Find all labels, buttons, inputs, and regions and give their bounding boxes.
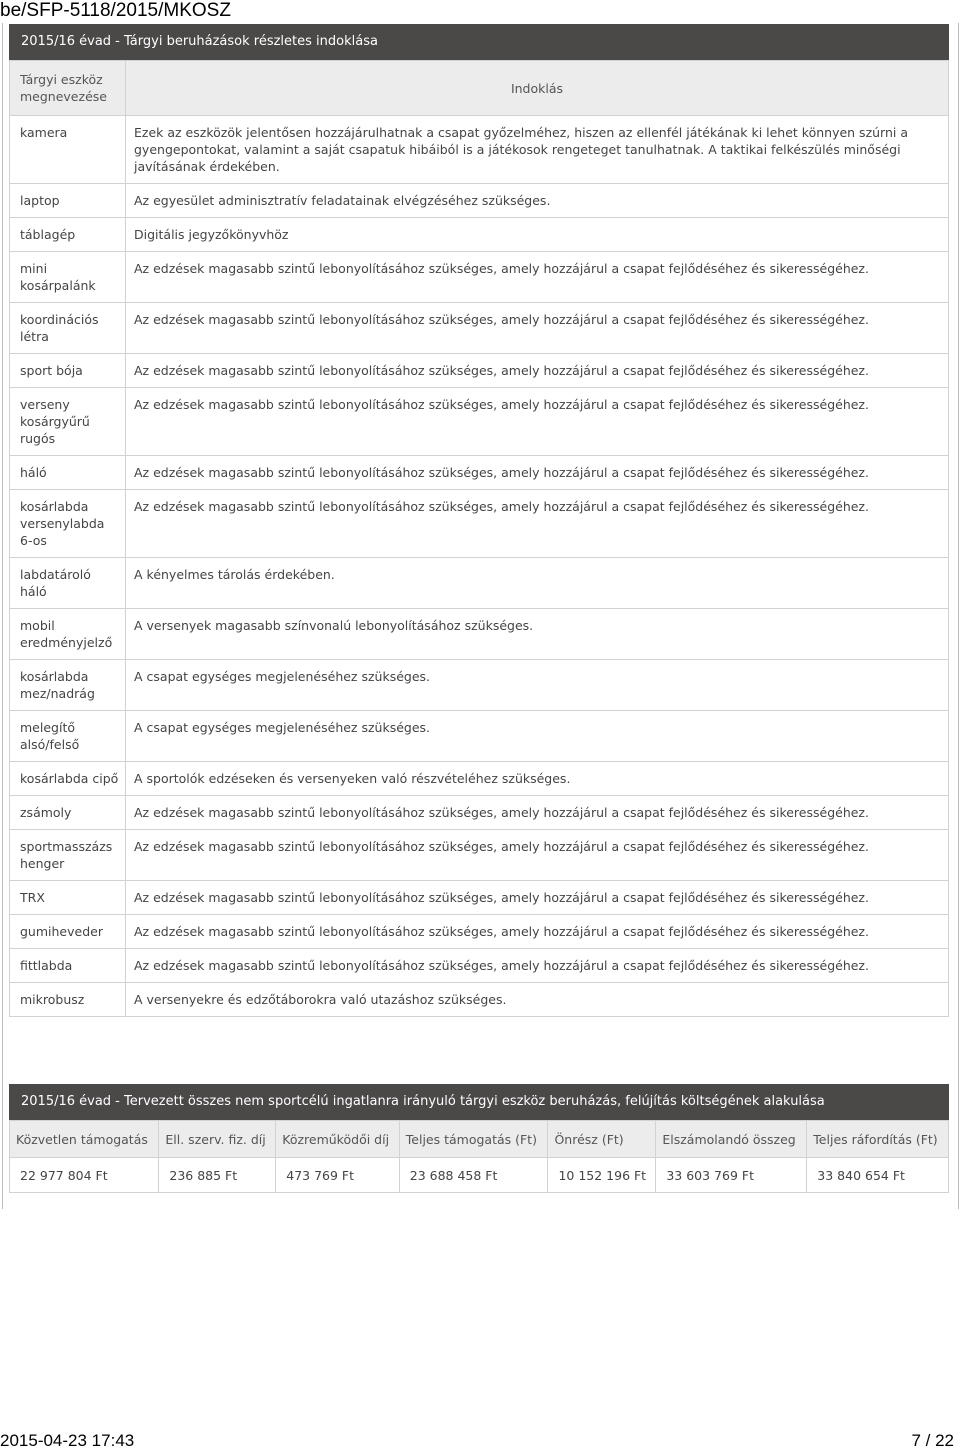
table-row — [10, 949, 949, 983]
section-title: 2015/16 évad - Tervezett összes nem sportcélú ingatlanra irányuló tárgyi eszköz beruházás, felújítás költségének alakulása — [9, 1084, 949, 1120]
value-intermediary-fee: 473 769 Ft — [276, 1158, 400, 1193]
cost-summary-table — [9, 1120, 949, 1193]
column-header-control-fee: Ell. szerv. fiz. díj — [159, 1121, 276, 1158]
asset-justification: A versenyek magasabb színvonalú lebonyolításához szükséges. — [126, 609, 949, 660]
justification-table — [9, 60, 949, 1017]
asset-name: gumiheveder — [10, 915, 126, 949]
value-own-contribution: 10 152 196 Ft — [548, 1158, 656, 1193]
asset-name: mikrobusz — [10, 983, 126, 1017]
table-header-row — [10, 1121, 949, 1158]
column-header-total-support: Teljes támogatás (Ft) — [399, 1121, 548, 1158]
asset-name: labdatároló háló — [10, 558, 126, 609]
asset-name: verseny kosárgyűrű rugós — [10, 388, 126, 456]
table-row — [10, 915, 949, 949]
table-row — [10, 388, 949, 456]
page-number: 7 / 22 — [911, 1431, 954, 1450]
asset-name: koordinációs létra — [10, 303, 126, 354]
table-row — [10, 354, 949, 388]
asset-justification: A kényelmes tárolás érdekében. — [126, 558, 949, 609]
cost-summary-section — [9, 1084, 949, 1193]
asset-justification: Az edzések magasabb szintű lebonyolításához szükséges, amely hozzájárul a csapat fejlődéséhez és sikerességéhez. — [126, 303, 949, 354]
asset-justification: Az edzések magasabb szintű lebonyolításához szükséges, amely hozzájárul a csapat fejlődéséhez és sikerességéhez. — [126, 354, 949, 388]
asset-justification: Az edzések magasabb szintű lebonyolításához szükséges, amely hozzájárul a csapat fejlődéséhez és sikerességéhez. — [126, 915, 949, 949]
asset-justification: A sportolók edzéseken és versenyeken való részvételéhez szükséges. — [126, 762, 949, 796]
asset-name: háló — [10, 456, 126, 490]
table-row — [10, 252, 949, 303]
asset-name: laptop — [10, 184, 126, 218]
table-row — [10, 983, 949, 1017]
asset-name: kosárlabda mez/nadrág — [10, 660, 126, 711]
asset-name: sport bója — [10, 354, 126, 388]
value-total-expenditure: 33 840 654 Ft — [807, 1158, 949, 1193]
table-row — [10, 218, 949, 252]
table-row — [10, 558, 949, 609]
table-row — [10, 184, 949, 218]
asset-name: mini kosárpalánk — [10, 252, 126, 303]
column-header-justification: Indoklás — [126, 61, 949, 116]
asset-name: kosárlabda cipő — [10, 762, 126, 796]
asset-name: melegítő alsó/felső — [10, 711, 126, 762]
asset-name: zsámoly — [10, 796, 126, 830]
column-header-accountable-amount: Elszámolandó összeg — [656, 1121, 807, 1158]
table-row — [10, 711, 949, 762]
value-total-support: 23 688 458 Ft — [399, 1158, 548, 1193]
document-id: be/SFP-5118/2015/MKOSZ — [0, 0, 231, 21]
table-row — [10, 116, 949, 184]
asset-justification: A csapat egységes megjelenéséhez szükséges. — [126, 711, 949, 762]
asset-justification: Az edzések magasabb szintű lebonyolításához szükséges, amely hozzájárul a csapat fejlődéséhez és sikerességéhez. — [126, 949, 949, 983]
table-header-row — [10, 61, 949, 116]
asset-name: kosárlabda versenylabda 6-os — [10, 490, 126, 558]
asset-name: sportmasszázs henger — [10, 830, 126, 881]
asset-name: mobil eredményjelző — [10, 609, 126, 660]
footer-timestamp: 2015-04-23 17:43 — [0, 1431, 135, 1450]
value-accountable-amount: 33 603 769 Ft — [656, 1158, 807, 1193]
column-header-own-contribution: Önrész (Ft) — [548, 1121, 656, 1158]
asset-name: kamera — [10, 116, 126, 184]
asset-name: fittlabda — [10, 949, 126, 983]
justification-table-body — [10, 116, 949, 1017]
column-header-direct-support: Közvetlen támogatás — [10, 1121, 159, 1158]
column-header-intermediary-fee: Közreműködői díj — [276, 1121, 400, 1158]
table-row — [10, 762, 949, 796]
asset-justification: Digitális jegyzőkönyvhöz — [126, 218, 949, 252]
asset-name: táblagép — [10, 218, 126, 252]
investment-justification-section — [9, 24, 949, 1017]
asset-justification: Az edzések magasabb szintű lebonyolításához szükséges, amely hozzájárul a csapat fejlődéséhez és sikerességéhez. — [126, 490, 949, 558]
table-row — [10, 303, 949, 354]
asset-justification: Az edzések magasabb szintű lebonyolításához szükséges, amely hozzájárul a csapat fejlődéséhez és sikerességéhez. — [126, 881, 949, 915]
asset-justification: Az edzések magasabb szintű lebonyolításához szükséges, amely hozzájárul a csapat fejlődéséhez és sikerességéhez. — [126, 388, 949, 456]
value-direct-support: 22 977 804 Ft — [10, 1158, 159, 1193]
section-title: 2015/16 évad - Tárgyi beruházások részletes indoklása — [9, 24, 949, 60]
table-row — [10, 456, 949, 490]
table-row — [10, 796, 949, 830]
table-row — [10, 490, 949, 558]
column-header-total-expenditure: Teljes ráfordítás (Ft) — [807, 1121, 949, 1158]
value-control-fee: 236 885 Ft — [159, 1158, 276, 1193]
asset-justification: A versenyekre és edzőtáborokra való utazáshoz szükséges. — [126, 983, 949, 1017]
asset-justification: Az edzések magasabb szintű lebonyolításához szükséges, amely hozzájárul a csapat fejlődéséhez és sikerességéhez. — [126, 456, 949, 490]
asset-justification: Az edzések magasabb szintű lebonyolításához szükséges, amely hozzájárul a csapat fejlődéséhez és sikerességéhez. — [126, 252, 949, 303]
asset-justification: Az edzések magasabb szintű lebonyolításához szükséges, amely hozzájárul a csapat fejlődéséhez és sikerességéhez. — [126, 796, 949, 830]
asset-name: TRX — [10, 881, 126, 915]
asset-justification: A csapat egységes megjelenéséhez szükséges. — [126, 660, 949, 711]
table-row — [10, 609, 949, 660]
asset-justification: Az edzések magasabb szintű lebonyolításához szükséges, amely hozzájárul a csapat fejlődéséhez és sikerességéhez. — [126, 830, 949, 881]
table-row — [10, 660, 949, 711]
table-row — [10, 1158, 949, 1193]
column-header-asset-name: Tárgyi eszköz megnevezése — [10, 61, 126, 116]
table-row — [10, 830, 949, 881]
table-row — [10, 881, 949, 915]
asset-justification: Ezek az eszközök jelentősen hozzájárulhatnak a csapat győzelméhez, hiszen az ellenfél játékának ki lehet könnyen szúrni a gyengepontokat, valamint a saját csapatuk hibáiból is a játékosok rengeteget tanulhatnak. A taktikai felkészülés minőségi javításának érdekében. — [126, 116, 949, 184]
asset-justification: Az egyesület adminisztratív feladatainak elvégzéséhez szükséges. — [126, 184, 949, 218]
